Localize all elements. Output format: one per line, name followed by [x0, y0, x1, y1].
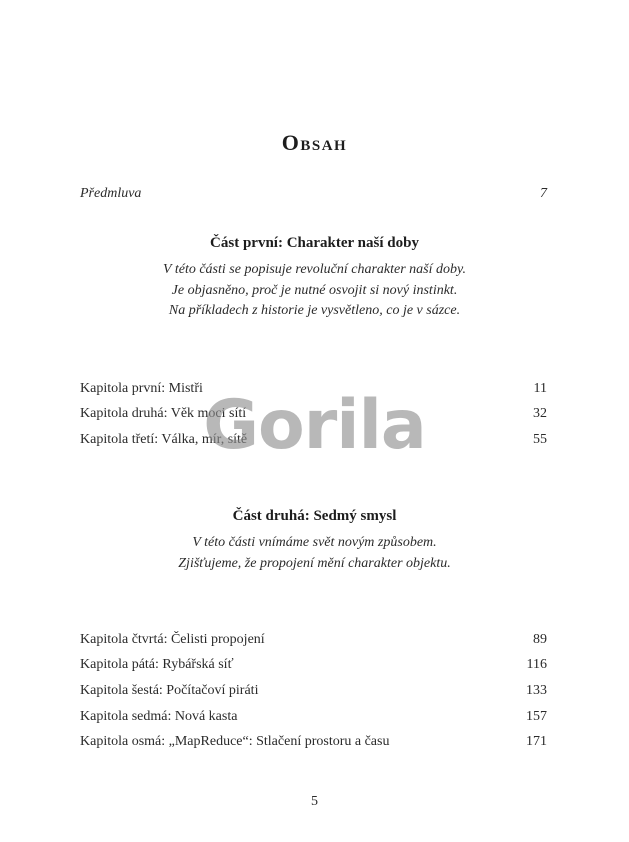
toc-entry-page: 89: [533, 632, 547, 647]
toc-entry-chapter-5[interactable]: [80, 656, 547, 674]
toc-entry-page: 11: [533, 381, 547, 396]
part-two-description-line: V této části vnímáme svět novým způsobem.: [192, 535, 437, 550]
toc-entry-label: Kapitola pátá: Rybářská síť: [80, 657, 234, 672]
part-one-heading: Část první: Charakter naší doby: [210, 235, 419, 251]
toc-entry-page: 116: [526, 657, 547, 672]
toc-entry-label: Kapitola třetí: Válka, mír, sítě: [80, 432, 248, 447]
toc-entry-page: 32: [533, 406, 547, 421]
toc-entry-label: Předmluva: [80, 186, 142, 201]
toc-entry-chapter-6[interactable]: [80, 682, 547, 700]
toc-entry-label: Kapitola druhá: Věk moci sítí: [80, 406, 247, 421]
toc-entry-page: 55: [533, 432, 547, 447]
toc-entry-label: Kapitola první: Mistři: [80, 381, 203, 396]
toc-entry-chapter-3[interactable]: [80, 431, 547, 449]
part-one-description-line: Na příkladech z historie je vysvětleno, co je v sázce.: [168, 303, 461, 318]
toc-entry-label: Kapitola osmá: „MapReduce“: Stlačení prostoru a času: [80, 734, 390, 749]
toc-entry-preface[interactable]: [80, 185, 547, 203]
part-two-description-line: Zjišťujeme, že propojení mění charakter objektu.: [178, 555, 451, 571]
part-two-heading: Část druhá: Sedmý smysl: [232, 508, 397, 524]
toc-entry-label: Kapitola sedmá: Nová kasta: [80, 709, 238, 724]
page-number: 5: [311, 794, 318, 809]
part-one-description-line: V této části se popisuje revoluční charakter naší doby.: [163, 262, 466, 277]
toc-entry-page: 133: [526, 683, 547, 698]
toc-entry-chapter-7[interactable]: [80, 708, 547, 726]
toc-entry-label: Kapitola čtvrtá: Čelisti propojení: [80, 632, 265, 647]
watermark-logo: Gorila: [203, 386, 426, 465]
part-one-description-line: Je objasněno, proč je nutné osvojit si nový instinkt.: [171, 282, 458, 298]
toc-entry-page: 171: [526, 734, 547, 749]
part-one-description: [0, 260, 629, 322]
toc-entry-chapter-8[interactable]: [80, 733, 547, 751]
toc-entry-chapter-4[interactable]: [80, 631, 547, 649]
toc-entry-label: Kapitola šestá: Počítačoví piráti: [80, 683, 259, 698]
page-title: Obsah: [281, 130, 348, 155]
toc-entry-page: 7: [540, 186, 547, 201]
toc-entry-chapter-2[interactable]: [80, 405, 547, 423]
toc-entry-chapter-1[interactable]: [80, 380, 547, 398]
toc-entry-page: 157: [526, 709, 547, 724]
part-two-description: [0, 533, 629, 574]
